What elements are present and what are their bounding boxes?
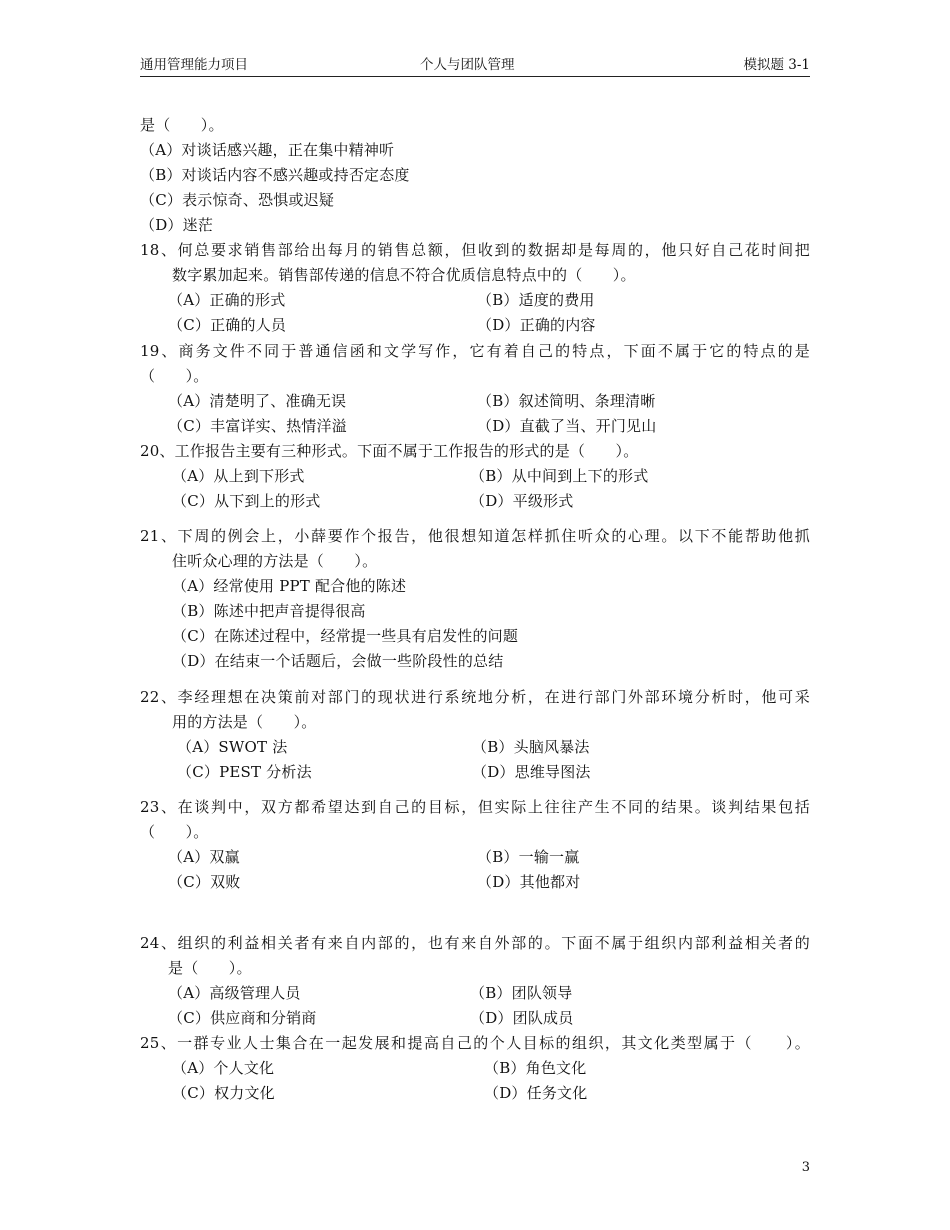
q25-stem-line1: 25、一群专业人士集合在一起发展和提高自己的个人目标的组织，其文化类型属于（ ）。 bbox=[140, 1034, 810, 1052]
q22-option-a: （A）SWOT 法 bbox=[177, 738, 288, 756]
q23-option-d: （D）其他都对 bbox=[477, 873, 581, 891]
q21-option-c: （C）在陈述过程中，经常提一些具有启发性的问题 bbox=[172, 627, 519, 645]
q18-option-d: （D）正确的内容 bbox=[477, 316, 596, 334]
q24-option-b: （B）团队领导 bbox=[470, 984, 573, 1002]
header-left: 通用管理能力项目 bbox=[140, 57, 248, 73]
q18-option-c: （C）正确的人员 bbox=[168, 316, 287, 334]
q23-option-c: （C）双败 bbox=[168, 873, 241, 891]
q22-option-b: （B）头脑风暴法 bbox=[472, 738, 590, 756]
q17-option-a: （A）对谈话感兴趣，正在集中精神听 bbox=[140, 141, 395, 159]
q17-option-d: （D）迷茫 bbox=[140, 216, 214, 234]
q24-option-c: （C）供应商和分销商 bbox=[168, 1009, 317, 1027]
header-divider bbox=[140, 76, 810, 77]
q24-stem-line2: 是（ ）。 bbox=[168, 959, 252, 977]
q20-option-a: （A）从上到下形式 bbox=[172, 467, 305, 485]
q19-option-c: （C）丰富详实、热情洋溢 bbox=[168, 417, 347, 435]
header-right: 模拟题 3-1 bbox=[743, 57, 810, 73]
q19-option-a: （A）清楚明了、准确无误 bbox=[168, 392, 347, 410]
q18-stem-line1: 18、何总要求销售部给出每月的销售总额，但收到的数据却是每周的，他只好自己花时间把 bbox=[140, 241, 810, 259]
q21-option-d: （D）在结束一个话题后，会做一些阶段性的总结 bbox=[172, 652, 504, 670]
q25-option-d: （D）任务文化 bbox=[484, 1084, 588, 1102]
q18-option-a: （A）正确的形式 bbox=[168, 291, 286, 309]
q18-stem-line2: 数字累加起来。销售部传递的信息不符合优质信息特点中的（ ）。 bbox=[172, 266, 636, 284]
q20-stem-line1: 20、工作报告主要有三种形式。下面不属于工作报告的形式的是（ ）。 bbox=[140, 442, 639, 460]
q19-option-d: （D）直截了当、开门见山 bbox=[477, 417, 657, 435]
q22-option-c: （C）PEST 分析法 bbox=[177, 763, 312, 781]
q20-option-b: （B）从中间到上下的形式 bbox=[470, 467, 649, 485]
q19-stem-line2: （ ）。 bbox=[140, 367, 209, 385]
q22-option-d: （D）思维导图法 bbox=[472, 763, 591, 781]
q19-stem-line1: 19、商务文件不同于普通信函和文学写作，它有着自己的特点，下面不属于它的特点的是 bbox=[140, 342, 810, 360]
q23-option-a: （A）双赢 bbox=[168, 848, 240, 866]
q23-stem-line1: 23、在谈判中，双方都希望达到自己的目标，但实际上往往产生不同的结果。谈判结果包括 bbox=[140, 798, 810, 816]
q20-option-d: （D）平级形式 bbox=[470, 492, 574, 510]
q23-option-b: （B）一输一赢 bbox=[477, 848, 580, 866]
q24-stem-line1: 24、组织的利益相关者有来自内部的，也有来自外部的。下面不属于组织内部利益相关者的 bbox=[140, 934, 810, 952]
q25-option-a: （A）个人文化 bbox=[172, 1059, 275, 1077]
q25-option-b: （B）角色文化 bbox=[484, 1059, 587, 1077]
q20-option-c: （C）从下到上的形式 bbox=[172, 492, 321, 510]
page-number: 3 bbox=[801, 1160, 810, 1175]
q18-option-b: （B）适度的费用 bbox=[477, 291, 595, 309]
q21-stem-line1: 21、下周的例会上，小薛要作个报告，他很想知道怎样抓住听众的心理。以下不能帮助他抓 bbox=[140, 527, 810, 545]
q21-option-a: （A）经常使用 PPT 配合他的陈述 bbox=[172, 577, 407, 595]
q17-option-c: （C）表示惊奇、恐惧或迟疑 bbox=[140, 191, 335, 209]
q21-option-b: （B）陈述中把声音提得很高 bbox=[172, 602, 366, 620]
q23-stem-line2: （ ）。 bbox=[140, 823, 209, 841]
q22-stem-line2: 用的方法是（ ）。 bbox=[172, 713, 317, 731]
q24-option-a: （A）高级管理人员 bbox=[168, 984, 301, 1002]
q17-tail: 是（ ）。 bbox=[140, 116, 224, 134]
header-center: 个人与团队管理 bbox=[420, 57, 515, 73]
q25-option-c: （C）权力文化 bbox=[172, 1084, 275, 1102]
q22-stem-line1: 22、李经理想在决策前对部门的现状进行系统地分析，在进行部门外部环境分析时，他可采 bbox=[140, 688, 810, 706]
q21-stem-line2: 住听众心理的方法是（ ）。 bbox=[172, 552, 378, 570]
q17-option-b: （B）对谈话内容不感兴趣或持否定态度 bbox=[140, 166, 410, 184]
q19-option-b: （B）叙述简明、条理清晰 bbox=[477, 392, 656, 410]
q24-option-d: （D）团队成员 bbox=[470, 1009, 574, 1027]
